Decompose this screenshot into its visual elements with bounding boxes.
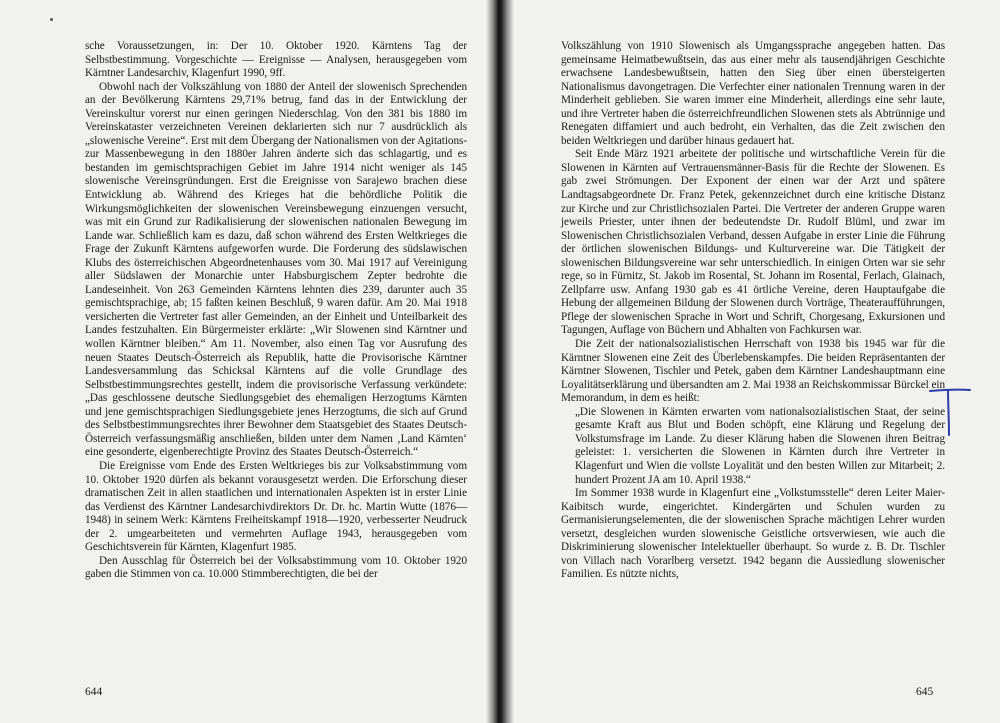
paragraph: Die Ereignisse vom Ende des Ersten Weltkrieges bis zur Volksabstimmung vom 10. Oktober 1920 dürfen als bekannt vorausgesetzt werden. Die Erforschung dieser dramatischen Zeit in allen staatlichen und internationalen Aspekten ist in erster Linie das Verdienst des Kärntner Landesarchivdirektors Dr. Dr. hc. Martin Wutte (1876—1948) in seinem Werk: Kärntens Freiheitskampf 1918—1920, verbesserter Neudruck der 2. umgearbeiteten und vermehrten Auflage 1943, herausgegeben vom Geschichtsverein für Kärnten, Klagenfurt 1985. [85, 459, 467, 554]
paragraph: Seit Ende März 1921 arbeitete der politische und wirtschaftliche Verein für die Slowenen in Kärnten auf Vertrauensmänner-Basis für die Rechte der Slowenen. Es gab zwei Strömungen. Der Exponent der einen war der Arzt und spätere Landtagsabgeordnete Dr. Franz Petek, gekennzeichnet durch eine kritische Distanz zur Kirche und zur Christlichsozialen Partei. Die Vertreter der anderen Gruppe waren jeweils Priester, unter ihnen der bedeutendste Dr. Rudolf Blüml, und zwar im Slowenischen Christlichsozialen Verband, dessen Aufgabe in erster Linie die Führung der örtlichen slowenischen Bildungs- und Kulturvereine war. Die Tätigkeit der slowenischen Bildungsvereine war sehr unterschiedlich. In einigen Orten war sie sehr rege, so in Fürnitz, St. Jakob im Rosental, St. Johann im Rosental, Ferlach, Glainach, Zellpfarre usw. Anfang 1930 gab es 41 örtliche Vereine, deren Hauptaufgabe die Hebung der allgemeinen Bildung der Slowenen durch Vorträge, Theateraufführungen, Pflege der slowenischen Sprache in Wort und Schrift, Chorgesang, Exkursionen und Tagungen, Auflage von Büchern und Abhalten von Fachkursen war. [561, 148, 945, 337]
paragraph: Die Zeit der nationalsozialistischen Herrschaft von 1938 bis 1945 war für die Kärntner Slowenen eine Zeit des Überlebenskampfes. Die beiden Repräsentanten der Kärntner Slowenen, Tischler und Petek, gaben dem Kärntner Landeshauptmann eine Loyalitätserklärung und übersandten am 2. Mai 1938 an Reichskommissar Bürckel ein Memorandum, in dem es heißt: [561, 338, 946, 405]
left-page-text [85, 40, 467, 582]
quote-paragraph: „Die Slowenen in Kärnten erwarten vom nationalsozialistischen Staat, der seine gesamte Kraft aus Blut und Boden schöpft, eine Klärung und Regelung der Volkstumsfrage im Lande. Zu dieser Klärung haben die Slowenen ihren Beitrag geleistet: 1. versicherten die Slowenen in Kärnten durch ihre Vertreter in Klagenfurt und Wien die vollste Loyalität und den besten Willen zur Mitarbeit; 2. hundert Prozent JA am 10. April 1938.“ [575, 405, 945, 486]
handwritten-t-mark-icon [928, 388, 972, 438]
right-page-text [561, 40, 945, 582]
paragraph: Den Ausschlag für Österreich bei der Volksabstimmung vom 10. Oktober 1920 gaben die Stimmen von ca. 10.000 Stimmberechtigten, die bei der [85, 554, 467, 581]
right-page [505, 0, 1000, 723]
left-page [0, 0, 495, 723]
paragraph: Volkszählung von 1910 Slowenisch als Umgangssprache angegeben hatten. Das gemeinsame Heimatbewußtsein, das aus einer mehr als tausendjährigen Geschichte erwachsene Landesbewußtsein, hatten den Sieg über einen übersteigerten Nationalismus davongetragen. Die Verfechter einer nationalen Trennung waren in der Minderheit geblieben. Sie waren immer eine Minderheit, allerdings eine sehr laute, und ihre Vertreter haben die österreichfreundlichen Slowenen stets als Abtrünnige und Renegaten diffamiert und auch bedroht, ein Verhalten, das die Zeit zwischen den beiden Weltkriegen und darüber hinaus gedauert hat. [561, 40, 945, 147]
paragraph: Obwohl nach der Volkszählung von 1880 der Anteil der slowenisch Sprechenden an der Bevölkerung Kärntens 29,71% betrug, fand das in der Entwicklung der Vereinskultur vorerst nur einen geringen Niederschlag. Von den 381 bis 1880 im Vereinskataster verzeichneten Vereinen deklarierten sich nur 7 ausdrücklich als „slowenische Vereine“. Erst mit dem Übergang der Nationalismen von der Agitations- zur Massenbewegung in den 1880er Jahren änderte sich das schlagartig, und es bestanden im gemischtsprachigen Gebiet im Jahre 1914 nicht weniger als 145 slowenische Vereinsgründungen. Erst die Ereignisse von Sarajewo brachen diese Entwicklung ab. Während des Krieges hat die behördliche Politik die Wirkungsmöglichkeiten der slowenischen Vereinsbewegung einzuengen versucht, was mit ein Grund zur Radikalisierung der slowenischen nationalen Bewegung im Lande war. Schließlich kam es dazu, daß schon während des Ersten Weltkrieges die Frage der Zukunft Kärntens aufgeworfen wurde. Die Forderung des südslawischen Klubs des österreichischen Abgeordnetenhauses vom 30. Mai 1917 auf Vereinigung aller Südslawen der Monarchie unter Habsburgischem Zepter bedrohte die Landeseinheit. Von 263 Gemeinden Kärntens lehnten dies 239, darunter auch 35 gemischtsprachige, ab; 15 faßten keinen Beschluß, 9 waren dafür. Am 20. Mai 1918 versicherten die Vertreter fast aller Gemeinden, an der Einheit und Unteilbarkeit des Landes festzuhalten. Ein Bürgermeister erklärte: „Wir Slowenen sind Kärntner und wollen Kärntner bleiben.“ Am 11. November, also einen Tag vor Ausrufung des neuen Staates Deutsch-Österreich als Republik, hatte die Provisorische Kärntner Landesversammlung das Schicksal Kärntens auf die volle Grundlage des Selbstbestimmungsrechtes gestellt, indem die provisorische Verfassung verkündete: „Das geschlossene deutsche Siedlungsgebiet des ehemaligen Herzogtums Kärnten und jene gemischtsprachigen Siedlungsgebiete jenes Herzogtums, die sich auf Grund des Selbstbestimmungsrechtes ihrer Bewohner dem Staatsgebiet des Staates Deutsch-Österreich verfassungsmäßig anschließen, bilden unter dem Namen ‚Land Kärnten‘ eine gesonderte, eigenberechtigte Provinz des Staates Deutsch-Österreich.“ [85, 80, 467, 459]
paragraph: sche Voraussetzungen, in: Der 10. Oktober 1920. Kärntens Tag der Selbstbestimmung. Vorgeschichte — Ereignisse — Analysen, herausgegeben vom Kärntner Landesarchiv, Klagenfurt 1990, 9ff. [85, 40, 467, 80]
paragraph: Im Sommer 1938 wurde in Klagenfurt eine „Volkstumsstelle“ deren Leiter Maier-Kaibitsch wurde, eingerichtet. Kindergärten und Schulen wurden zu Germanisierungselementen, die der slowenischen Sprache mächtigen Lehrer wurden versetzt, desgleichen wurden slowenische Geistliche ortsverwiesen, wie auch die Diskriminierung slowenischer Intelektueller überhaupt. So wurde z. B. Dr. Tischler von Villach nach Vorarlberg versetzt. 1942 begann die Aussiedlung slowenischer Familien. Es nützte nichts, [561, 487, 945, 581]
page-number: 644 [85, 686, 103, 698]
page-number: 645 [916, 686, 934, 698]
